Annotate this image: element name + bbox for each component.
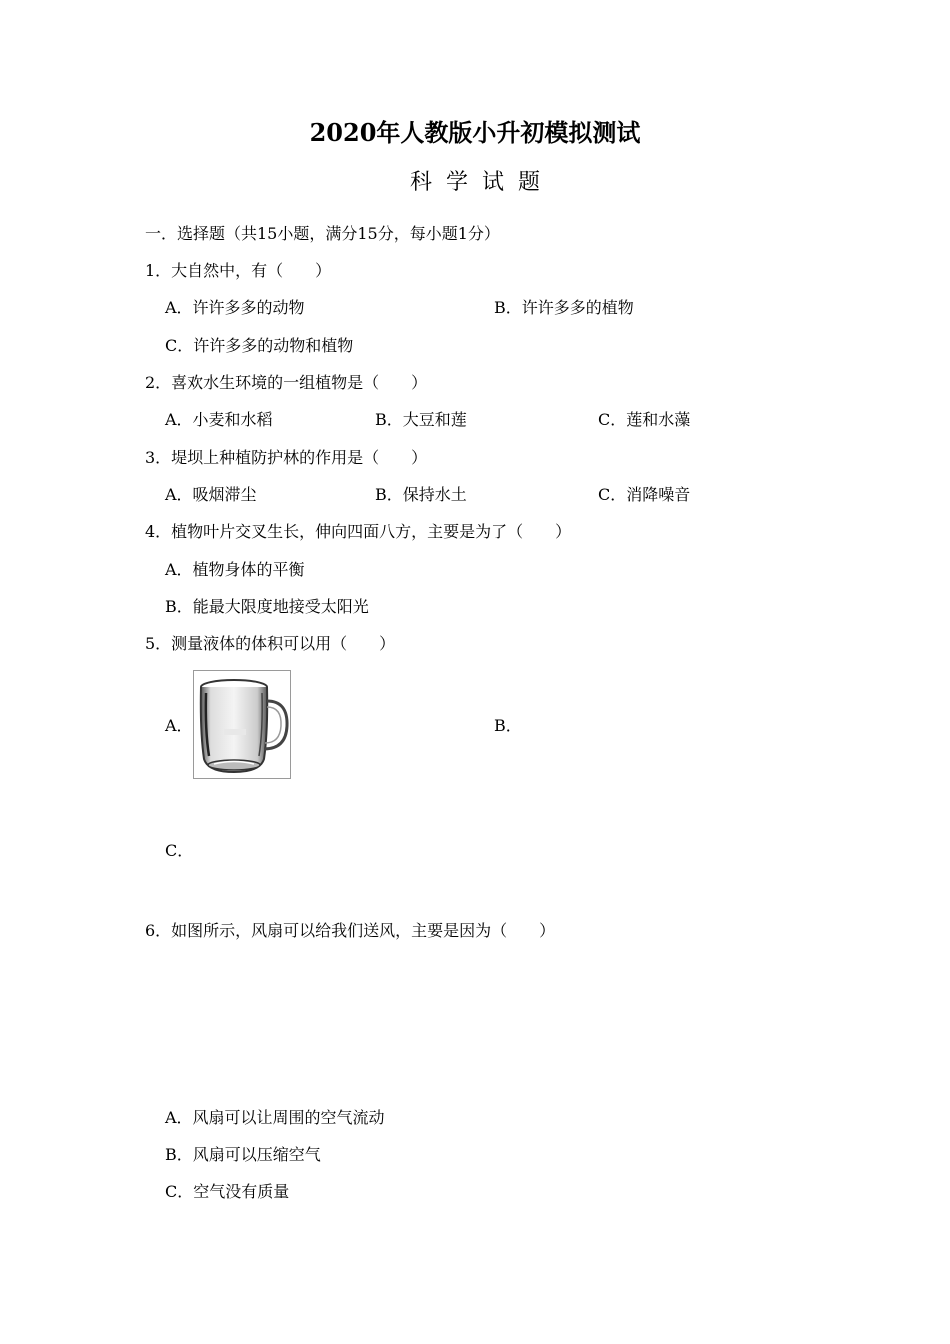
question-5-option-a: A．	[165, 716, 193, 735]
question-6-option-b: B．风扇可以压缩空气	[165, 1145, 321, 1164]
question-1-option-a: A．许许多多的动物	[165, 298, 305, 317]
question-3-stem: 3．堤坝上种植防护林的作用是（ ）	[145, 448, 428, 467]
question-1-option-c: C．许许多多的动物和植物	[165, 336, 354, 355]
question-2-option-c: C．莲和水藻	[598, 410, 691, 429]
question-3-option-c: C．消降噪音	[598, 485, 691, 504]
question-5-option-b: B．	[494, 716, 522, 735]
section-heading: 一．选择题（共15小题，满分15分，每小题1分）	[145, 224, 500, 243]
question-4-stem: 4．植物叶片交叉生长，伸向四面八方，主要是为了（ ）	[145, 522, 572, 541]
question-4-option-a: A．植物身体的平衡	[165, 560, 305, 579]
question-3-option-b: B．保持水土	[375, 485, 467, 504]
question-1-option-b: B．许许多多的植物	[494, 298, 634, 317]
question-2-stem: 2．喜欢水生环境的一组植物是（ ）	[145, 373, 428, 392]
question-6-option-c: C．空气没有质量	[165, 1182, 290, 1201]
question-6-stem: 6．如图所示，风扇可以给我们送风，主要是因为（ ）	[145, 921, 556, 940]
question-6-option-a: A．风扇可以让周围的空气流动	[165, 1108, 385, 1127]
question-3-option-a: A．吸烟滞尘	[165, 485, 257, 504]
page-subtitle: 科学试题	[409, 170, 554, 195]
page-title: 2020年人教版小升初模拟测试	[309, 118, 641, 147]
question-5-option-c: C．	[165, 841, 194, 860]
glass-mug-icon	[194, 671, 290, 778]
question-2-option-b: B．大豆和莲	[375, 410, 467, 429]
question-1-stem: 1．大自然中，有（ ）	[145, 261, 332, 280]
question-2-option-a: A．小麦和水稻	[165, 410, 273, 429]
glass-mug-image	[193, 670, 291, 779]
question-5-stem: 5．测量液体的体积可以用（ ）	[145, 634, 396, 653]
question-4-option-b: B．能最大限度地接受太阳光	[165, 597, 369, 616]
